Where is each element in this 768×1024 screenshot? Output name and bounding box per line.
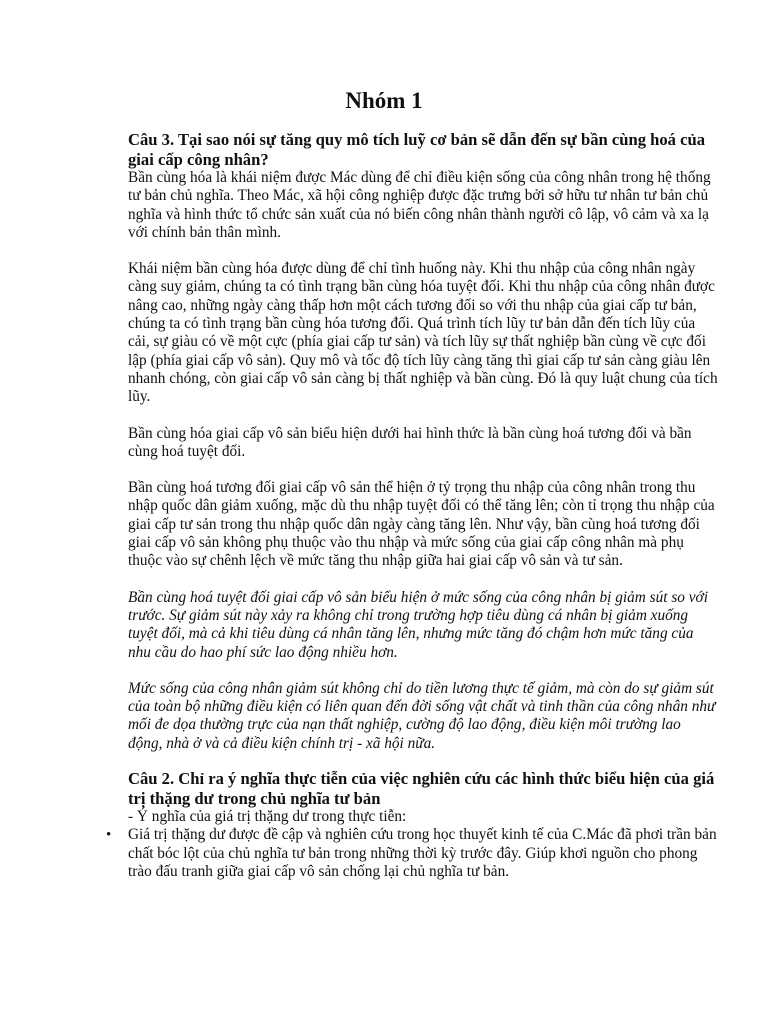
bullet-list (106, 826, 718, 881)
paragraph-two-forms: Bần cùng hóa giai cấp vô sản biểu hiện dưới hai hình thức là bần cùng hoá tương đối và bần cùng hoá tuyệt đối. (128, 424, 692, 460)
bullet-icon: • (106, 827, 112, 844)
list-item (106, 826, 718, 881)
page-title: Nhóm 1 (345, 88, 423, 113)
list-item-text: Giá trị thặng dư được đề cập và nghiên cứu trong học thuyết kinh tế của C.Mác đã phơi trần bản chất bóc lột của chủ nghĩa tư bản trong những thời kỳ trước đây. Giúp khơi nguồn cho phong trào đấu tranh giữa giai cấp vô sản chống lại chủ nghĩa tư bản. (128, 826, 717, 880)
paragraph-relative-impoverishment: Bần cùng hoá tương đối giai cấp vô sản thể hiện ở tỷ trọng thu nhập của công nhân trong thu nhập quốc dân giảm xuống, mặc dù thu nhập tuyệt đối có thể tăng lên; còn tỉ trọng thu nhập của giai cấp tư sản trong thu nhập quốc dân ngày càng tăng lên. Như vậy, bần cùng hoá tương đối giai cấp vô sản không phụ thuộc vào thu nhập và mức sống của giai cấp công nhân mà phụ thuộc vào sự chênh lệch về mức tăng thu nhập giữa hai giai cấp vô sản và tư sản. (128, 479, 715, 570)
question-2-heading: Câu 2. Chỉ ra ý nghĩa thực tiễn của việc nghiên cứu các hình thức biểu hiện của giá trị thặng dư trong chủ nghĩa tư bản (128, 769, 715, 808)
paragraph-concept: Khái niệm bần cùng hóa được dùng để chỉ tình huống này. Khi thu nhập của công nhân ngày càng suy giảm, chúng ta có tình trạng bần cùng hóa tuyệt đối. Khi thu nhập của công nhân được nâng cao, những ngày càng thấp hơn một cách tương đối so với thu nhập của giai cấp tư bản, chúng ta có tình trạng bần cùng hóa tương đối. Quá trình tích lũy tư bản dẫn đến tích lũy của cải, sự giàu có về một cực (phía giai cấp tư sản) và tích lũy sự thất nghiệp bần cùng về cực đối lập (phía giai cấp vô sản). Quy mô và tốc độ tích lũy càng tăng thì giai cấp tư sản càng giàu lên nhanh chóng, còn giai cấp vô sản càng bị thất nghiệp và bần cùng. Đó là quy luật chung của tích lũy. (128, 260, 718, 406)
question-3-heading: Câu 3. Tại sao nói sự tăng quy mô tích luỹ cơ bản sẽ dẫn đến sự bần cùng hoá của giai cấp công nhân? (128, 130, 705, 169)
paragraph-living-standards: Mức sống của công nhân giảm sút không chỉ do tiền lương thực tế giảm, mà còn do sự giảm sút của toàn bộ những điều kiện có liên quan đến đời sống vật chất và tinh thần của công nhân như mối đe dọa thường trực của nạn thất nghiệp, cường độ lao động, điều kiện môi trường lao động, nhà ở và cả điều kiện chính trị - xã hội nữa. (128, 679, 716, 752)
paragraph-absolute-impoverishment: Bần cùng hoá tuyệt đối giai cấp vô sản biểu hiện ở mức sống của công nhân bị giảm sút so với trước. Sự giảm sút này xảy ra không chỉ trong trường hợp tiêu dùng cá nhân bị giảm xuống tuyệt đối, mà cả khi tiêu dùng cá nhân tăng lên, nhưng mức tăng đó chậm hơn mức tăng của nhu cầu do hao phí sức lao động nhiều hơn. (128, 588, 708, 661)
paragraph-definition: Bần cùng hóa là khái niệm được Mác dùng để chỉ điều kiện sống của công nhân trong hệ thống tư bản chủ nghĩa. Theo Mác, xã hội công nghiệp được đặc trưng bởi sở hữu tư nhân tư bản chủ nghĩa và hình thức tổ chức sản xuất của nó biến công nhân thành người cô lập, vô cảm và xa lạ với chính bản thân mình. (128, 169, 711, 241)
document-body (106, 130, 718, 881)
question-2-intro: - Ý nghĩa của giá trị thặng dư trong thực tiễn: (128, 808, 407, 826)
